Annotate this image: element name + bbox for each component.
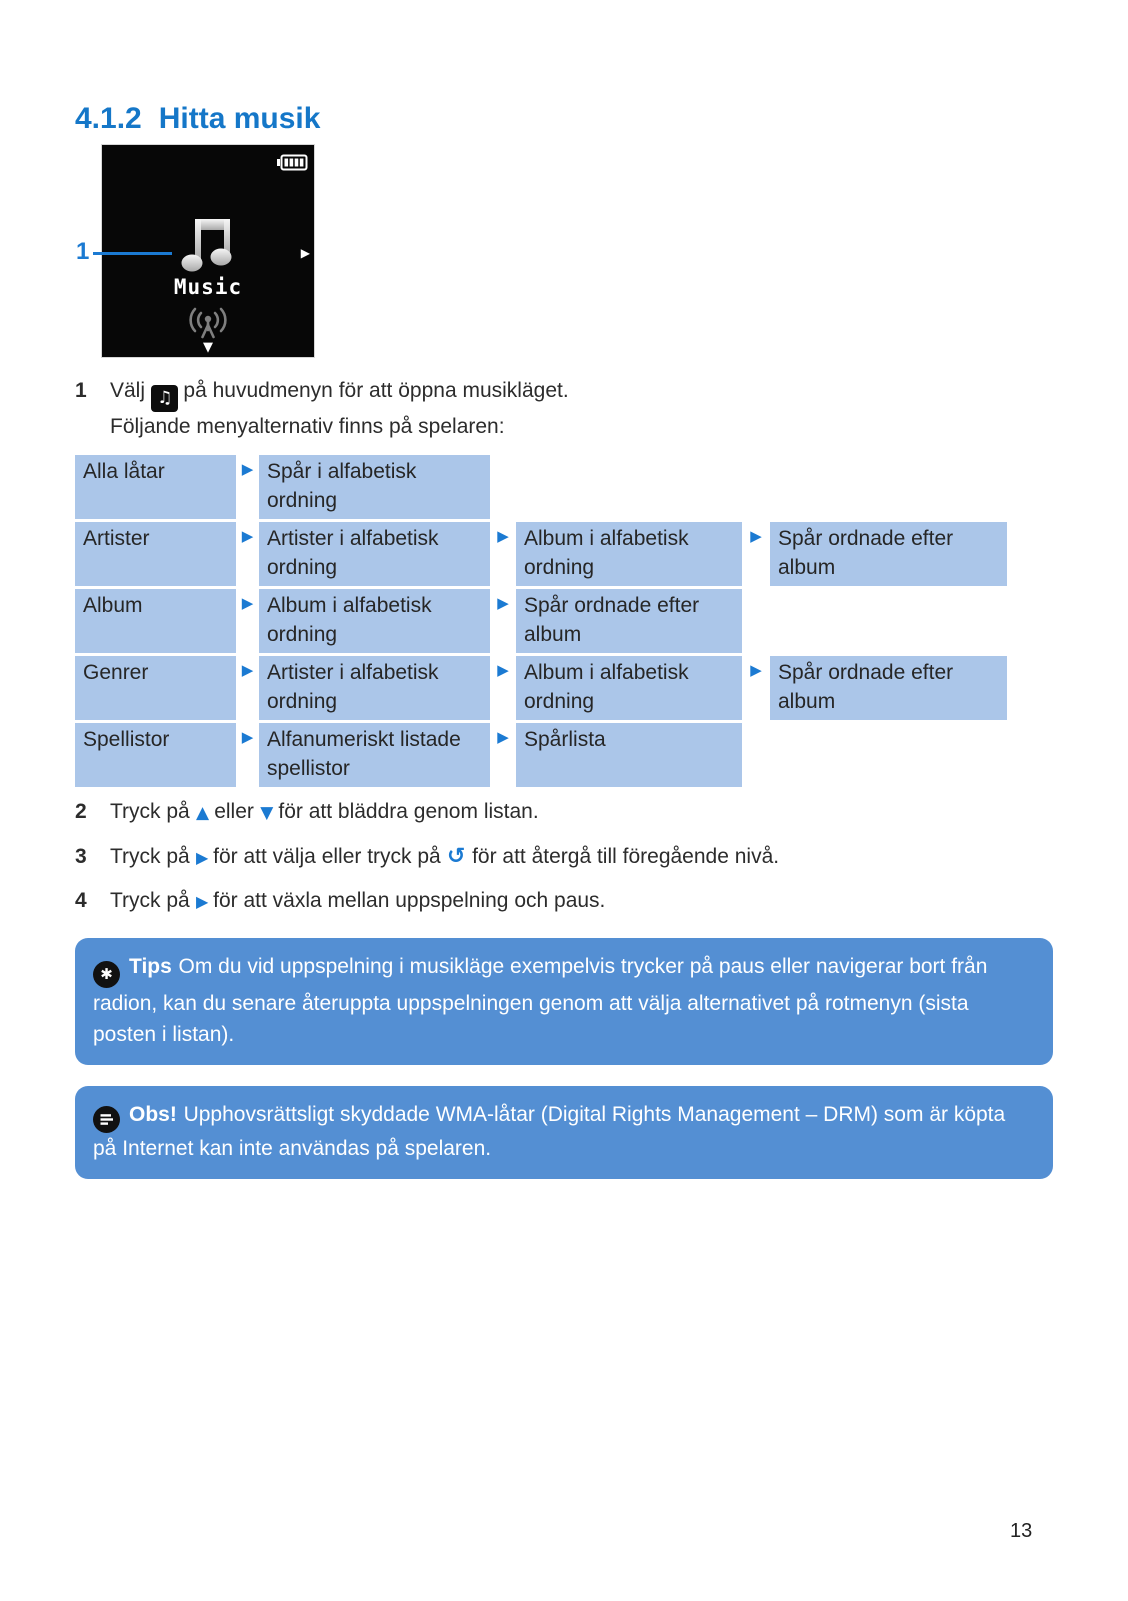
arrow-right-icon: ▶ [196,892,209,911]
step-text-segment: Tryck på [110,889,190,912]
section-title-text: Hitta musik [158,102,321,136]
table-cell: Spår ordnade efter album [770,522,1007,586]
step-text-segment: Tryck på [110,845,190,868]
music-note-icon [180,217,236,275]
arrow-right-icon: ▶ [497,728,509,746]
step-text [110,842,779,873]
step-text-line2: Följande menyalternativ finns på spelaren: [110,414,505,438]
arrow-up-icon: ▲ [196,803,210,823]
table-cell: Album i alfabetisk ordning [516,656,742,720]
arrow-right-icon: ▶ [196,848,209,867]
table-cell: Album i alfabetisk ordning [516,522,742,586]
table-cell: Artister i alfabetisk ordning [259,656,490,720]
table-cell: Spårlista [516,723,742,787]
player-screen [101,144,315,358]
table-arrow [742,522,770,586]
table-cell: Album [75,589,236,653]
step-text-segment: för att växla mellan uppspelning och paus. [213,889,606,912]
table-arrow [490,522,516,586]
step-text-segment: för att återgå till föregående nivå. [472,845,780,868]
table-cell: Artister [75,522,236,586]
battery-icon [277,154,308,171]
arrow-right-icon: ▶ [241,728,254,746]
step-text-segment: för att välja eller tryck på [213,845,441,868]
arrow-right-icon: ▶ [241,460,254,478]
table-arrow [490,589,516,653]
callout-number: 1 [76,238,90,265]
callout-line [93,252,172,255]
step-text-segment: eller [214,800,254,823]
page-number: 13 [1010,1520,1033,1542]
music-note-glyph: ♫ [157,388,173,408]
note-box [75,1086,1053,1179]
table-cell: Spår i alfabetisk ordning [259,455,490,519]
arrow-right-icon: ▶ [241,527,254,545]
arrow-right-icon: ▶ [750,661,762,679]
step-text [110,376,569,442]
table-arrow [490,656,516,720]
music-mode-icon [151,385,178,412]
table-cell: Spellistor [75,723,236,787]
arrow-right-icon: ▶ [497,594,509,612]
table-cell: Alla låtar [75,455,236,519]
step-text-segment: för att bläddra genom listan. [278,800,539,823]
step-number: 4 [75,889,87,912]
note-text: Upphovsrättsligt skyddade WMA-låtar (Digital Rights Management – DRM) som är köpta på Internet kan inte användas på spelaren. [93,1103,1006,1160]
tips-icon [93,961,120,988]
step-3 [75,842,779,873]
note-icon [93,1106,120,1133]
tips-box [75,938,1053,1065]
step-text [110,886,605,917]
table-arrow [236,455,259,519]
table-cell: Artister i alfabetisk ordning [259,522,490,586]
tips-label: Tips [129,955,172,978]
step-4 [75,886,605,917]
menu-item-music-label: Music [173,275,243,299]
return-arrow-icon: ↺ [447,844,466,869]
step-number: 1 [75,379,87,402]
table-arrow [742,656,770,720]
step-number: 2 [75,800,87,823]
note-label: Obs! [129,1103,177,1126]
arrow-right-icon: ▶ [497,661,509,679]
table-cell: Spår ordnade efter album [770,656,1007,720]
table-cell: Genrer [75,656,236,720]
table-arrow [236,522,259,586]
tips-text: Om du vid uppspelning i musikläge exempelvis trycker på paus eller navigerar bort från radion, kan du senare återuppta uppspelningen genom att välja alternativet på rotmenyn (sista posten i listan). [93,955,988,1046]
step-2 [75,797,539,828]
screen-scroll-down-icon: ▼ [203,340,213,355]
step-text [110,797,539,828]
table-arrow [236,656,259,720]
radio-icon [186,307,230,341]
table-arrow [490,723,516,787]
step-number: 3 [75,845,87,868]
table-arrow [236,589,259,653]
section-number: 4.1.2 [75,102,142,136]
step-1 [75,376,569,442]
arrow-right-icon: ▶ [497,527,509,545]
step-text-segment: på huvudmenyn för att öppna musikläget. [183,379,569,402]
arrow-right-icon: ▶ [241,594,254,612]
arrow-right-icon: ▶ [750,527,762,545]
table-cell: Album i alfabetisk ordning [259,589,490,653]
note-lines-glyph [99,1112,114,1127]
asterisk-glyph: ✱ [100,965,113,983]
step-text-segment: Välj [110,379,146,402]
arrow-right-icon: ▶ [241,661,254,679]
table-cell: Alfanumeriskt listade spellistor [259,723,490,787]
music-menu-table [75,455,1007,787]
page-title [75,102,320,136]
step-text-segment: Tryck på [110,800,190,823]
table-arrow [236,723,259,787]
table-cell: Spår ordnade efter album [516,589,742,653]
screen-enter-arrow-icon: ▶ [300,246,310,260]
arrow-down-icon: ▼ [260,803,274,823]
